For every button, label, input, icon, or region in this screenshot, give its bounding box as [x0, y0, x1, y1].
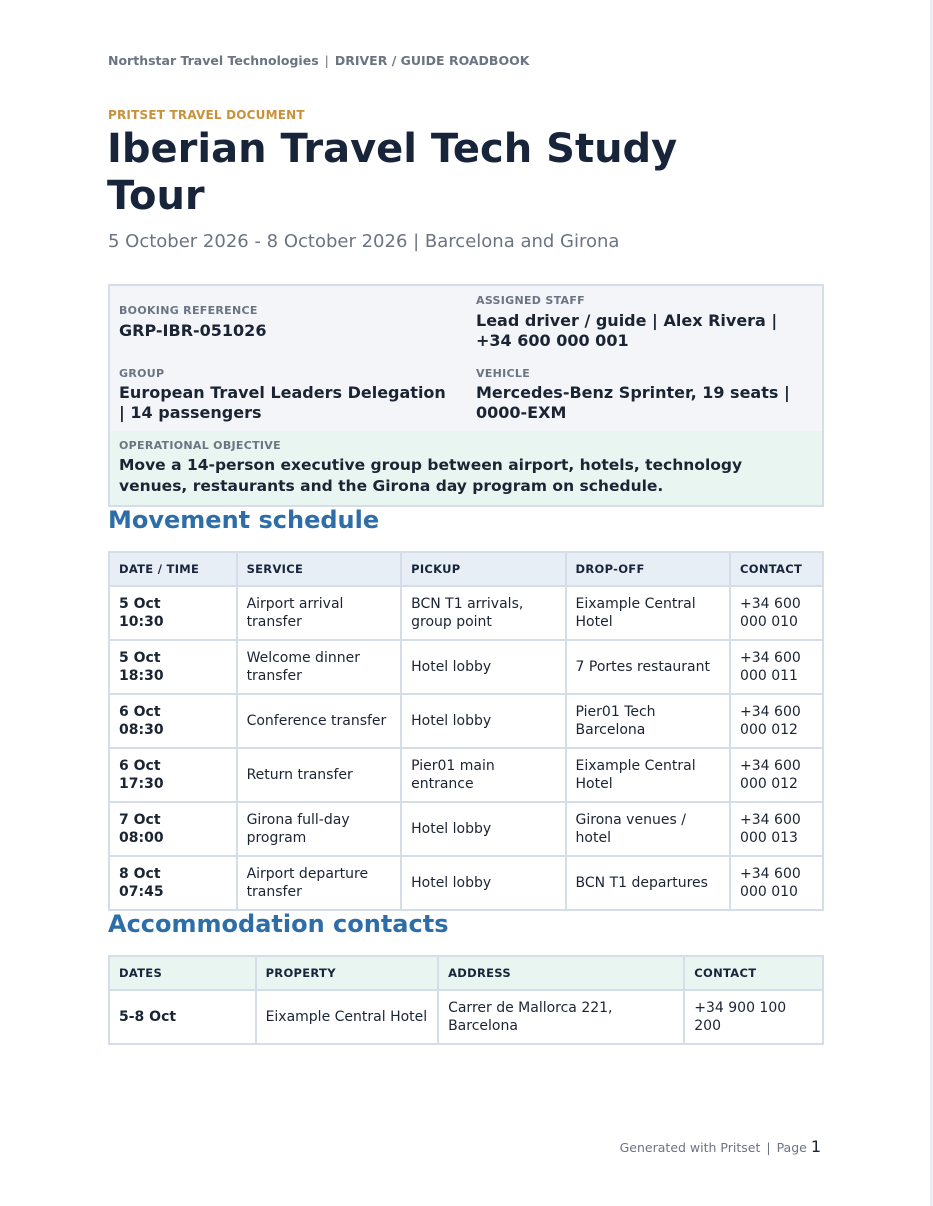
property-cell: Eixample Central Hotel — [256, 990, 439, 1044]
dropoff-cell: 7 Portes restaurant — [566, 640, 731, 694]
date-time-cell: 6 Oct 17:30 — [109, 748, 237, 802]
assigned-staff-value: Lead driver / guide | Alex Rivera | +34 600 000 001 — [476, 311, 778, 350]
objective-label: OPERATIONAL OBJECTIVE — [119, 439, 281, 452]
company-name: Northstar Travel Technologies — [108, 53, 319, 68]
contact-cell: +34 900 100 200 — [684, 990, 823, 1044]
col-contact: CONTACT — [730, 552, 823, 586]
col-contact: CONTACT — [684, 956, 823, 990]
summary-panel — [108, 284, 824, 507]
address-cell: Carrer de Mallorca 221, Barcelona — [438, 990, 684, 1044]
date-time-cell: 7 Oct 08:00 — [109, 802, 237, 856]
col-pickup: PICKUP — [401, 552, 565, 586]
table-row — [109, 990, 823, 1044]
pickup-cell: BCN T1 arrivals, group point — [401, 586, 565, 640]
accommodation-table — [108, 955, 824, 1045]
col-dropoff: DROP-OFF — [566, 552, 731, 586]
col-dates: DATES — [109, 956, 256, 990]
page-title: Iberian Travel Tech Study Tour — [107, 126, 678, 219]
contact-cell: +34 600 000 012 — [730, 748, 823, 802]
generated-with-label: Generated with Pritset — [619, 1140, 761, 1155]
vehicle-label: VEHICLE — [476, 367, 531, 380]
booking-reference-value: GRP-IBR-051026 — [119, 321, 267, 340]
group-label: GROUP — [119, 367, 165, 380]
booking-reference-label: BOOKING REFERENCE — [119, 304, 258, 317]
dropoff-cell: Pier01 Tech Barcelona — [566, 694, 731, 748]
contact-cell: +34 600 000 010 — [730, 586, 823, 640]
document-eyebrow: PRITSET TRAVEL DOCUMENT — [108, 108, 305, 122]
page-subtitle: 5 October 2026 - 8 October 2026 | Barcelona and Girona — [108, 231, 620, 252]
contact-cell: +34 600 000 010 — [730, 856, 823, 910]
service-cell: Girona full-day program — [237, 802, 402, 856]
table-row — [109, 856, 823, 910]
contact-cell: +34 600 000 013 — [730, 802, 823, 856]
col-property: PROPERTY — [256, 956, 439, 990]
dropoff-cell: Eixample Central Hotel — [566, 586, 731, 640]
table-row — [109, 802, 823, 856]
vehicle-value: Mercedes-Benz Sprinter, 19 seats | 0000-EXM — [476, 383, 790, 422]
movement-header-row — [109, 552, 823, 586]
service-cell: Conference transfer — [237, 694, 402, 748]
table-row — [109, 586, 823, 640]
document-header: Northstar Travel Technologies | DRIVER / GUIDE ROADBOOK — [108, 53, 530, 68]
date-time-cell: 6 Oct 08:30 — [109, 694, 237, 748]
objective-value: Move a 14-person executive group between airport, hotels, technology venues, restaurants and the Girona day program on schedule. — [119, 456, 743, 495]
contact-cell: +34 600 000 011 — [730, 640, 823, 694]
table-row — [109, 640, 823, 694]
pickup-cell: Pier01 main entrance — [401, 748, 565, 802]
group-value: European Travel Leaders Delegation | 14 passengers — [119, 383, 446, 422]
date-time-cell: 5 Oct 10:30 — [109, 586, 237, 640]
service-cell: Return transfer — [237, 748, 402, 802]
dates-cell: 5-8 Oct — [109, 990, 256, 1044]
dropoff-cell: BCN T1 departures — [566, 856, 731, 910]
pickup-cell: Hotel lobby — [401, 640, 565, 694]
date-time-cell: 8 Oct 07:45 — [109, 856, 237, 910]
pickup-cell: Hotel lobby — [401, 802, 565, 856]
dropoff-cell: Girona venues / hotel — [566, 802, 731, 856]
page-label: Page — [776, 1140, 807, 1155]
service-cell: Airport arrival transfer — [237, 586, 402, 640]
page-number: 1 — [810, 1137, 821, 1156]
col-address: ADDRESS — [438, 956, 684, 990]
pickup-cell: Hotel lobby — [401, 856, 565, 910]
movement-schedule-title: Movement schedule — [108, 506, 380, 534]
assigned-staff-label: ASSIGNED STAFF — [476, 294, 585, 307]
table-row — [109, 748, 823, 802]
date-time-cell: 5 Oct 18:30 — [109, 640, 237, 694]
document-type: DRIVER / GUIDE ROADBOOK — [334, 53, 530, 68]
pickup-cell: Hotel lobby — [401, 694, 565, 748]
accommodation-header-row — [109, 956, 823, 990]
contact-cell: +34 600 000 012 — [730, 694, 823, 748]
service-cell: Welcome dinner transfer — [237, 640, 402, 694]
table-row — [109, 694, 823, 748]
col-date-time: DATE / TIME — [109, 552, 237, 586]
page-footer: Generated with Pritset | Page 1 — [619, 1137, 821, 1156]
service-cell: Airport departure transfer — [237, 856, 402, 910]
objective-block — [110, 431, 822, 505]
accommodation-contacts-title: Accommodation contacts — [108, 910, 449, 938]
col-service: SERVICE — [237, 552, 402, 586]
dropoff-cell: Eixample Central Hotel — [566, 748, 731, 802]
movement-table — [108, 551, 824, 911]
